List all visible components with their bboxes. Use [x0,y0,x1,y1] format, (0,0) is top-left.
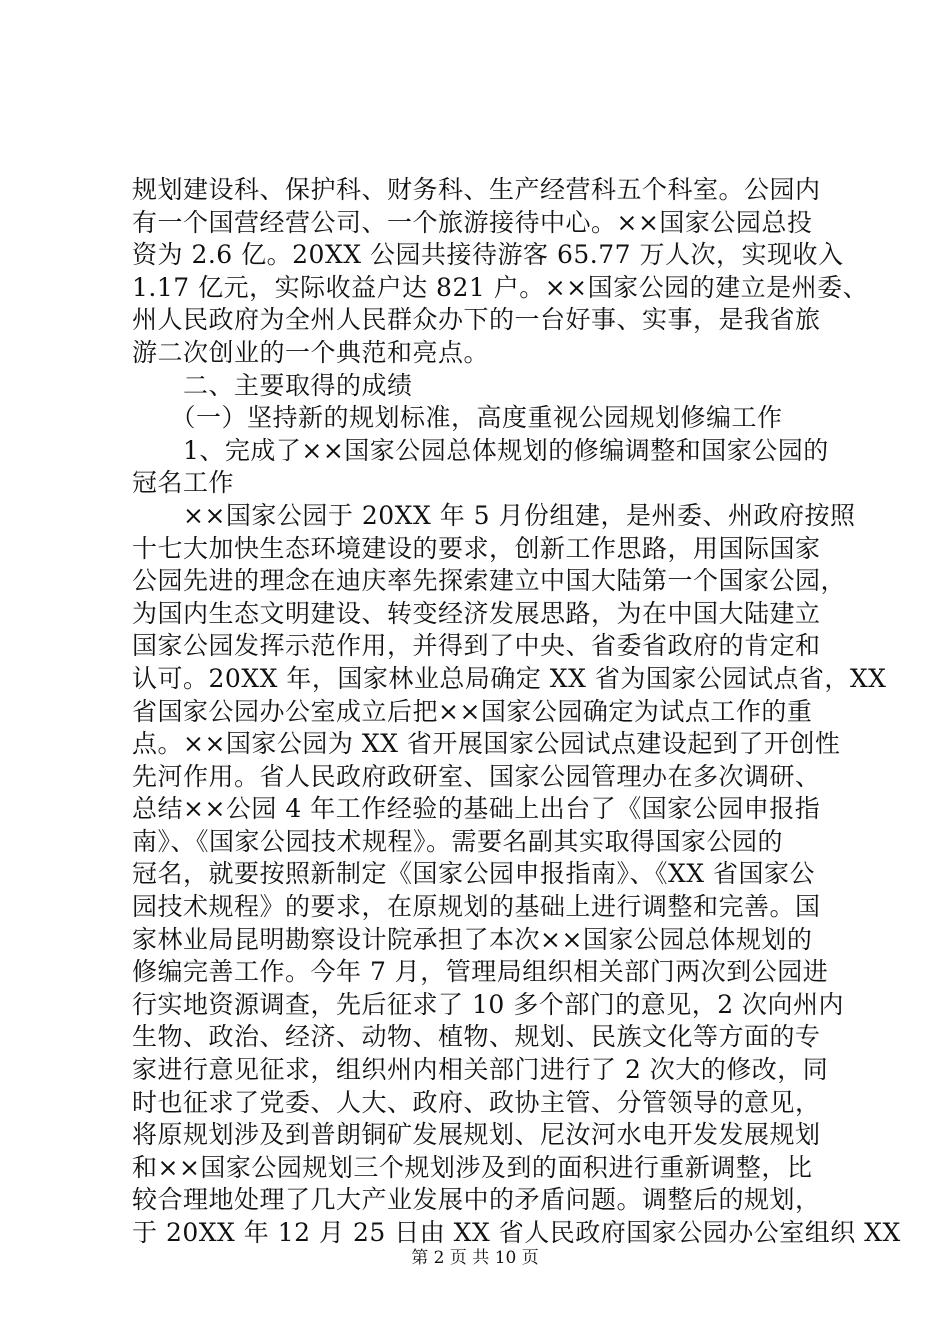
text-line: 规划建设科、保护科、财务科、生产经营科五个科室。公园内 [132,175,821,204]
text-line: 冠名，就要按照新制定《国家公园申报指南》、《XX 省国家公 [132,859,816,889]
text-line: 认可。20XX 年，国家林业总局确定 XX 省为国家公园试点省，XX [132,663,887,693]
text-line: 总结××公园 4 年工作经验的基础上出台了《国家公园申报指 [132,794,821,824]
text-line: 先河作用。省人民政府政研室、国家公园管理办在多次调研、 [132,761,821,791]
text-line: 资为 2.6 亿。20XX 公园共接待游客 65.77 万人次，实现收入 [132,240,844,270]
text-line: 为国内生态文明建设、转变经济发展思路，为在中国大陆建立 [132,598,821,628]
text-line: 点。××国家公园为 XX 省开展国家公园试点建设起到了开创性 [132,729,841,759]
subsection-heading: （一）坚持新的规划标准，高度重视公园规划修编工作 [132,403,783,433]
text-line: 修编完善工作。今年 7 月，管理局组织相关部门两次到公园进 [132,957,829,987]
text-line: 生物、政治、经济、动物、植物、规划、民族文化等方面的专 [132,1022,821,1052]
body-text [132,174,901,1250]
text-line: 家进行意见征求，组织州内相关部门进行了 2 次大的修改，同 [132,1055,829,1085]
text-line: 时也征求了党委、人大、政府、政协主管、分管领导的意见， [132,1087,821,1117]
text-line: 园技术规程》的要求，在原规划的基础上进行调整和完善。国 [132,892,821,922]
text-line: 较合理地处理了几大产业发展中的矛盾问题。调整后的规划， [132,1185,821,1215]
text-line: 1.17 亿元，实际收益户达 821 户。××国家公园的建立是州委、 [132,272,869,302]
text-line: 家林业局昆明勘察设计院承担了本次××国家公园总体规划的 [132,924,813,954]
page-number-footer: 第 2 页 共 10 页 [411,1248,539,1268]
item-heading-continued: 冠名工作 [132,468,235,498]
text-line: 有一个国营经营公司、一个旅游接待中心。××国家公园总投 [132,207,813,237]
text-line: 南》、《国家公园技术规程》。需要名副其实取得国家公园的 [132,826,784,856]
text-line: 州人民政府为全州人民群众办下的一台好事、实事，是我省旅 [132,305,821,335]
text-line: 国家公园发挥示范作用，并得到了中央、省委省政府的肯定和 [132,631,821,661]
text-line: 公园先进的理念在迪庆率先探索建立中国大陆第一个国家公园， [132,566,847,596]
text-line: 和××国家公园规划三个规划涉及到的面积进行重新调整，比 [132,1152,813,1182]
text-line: 行实地资源调查，先后征求了 10 多个部门的意见，2 次向州内 [132,989,845,1019]
text-line: 省国家公园办公室成立后把××国家公园确定为试点工作的重 [132,696,813,726]
item-heading: 1、完成了××国家公园总体规划的修编调整和国家公园的 [132,435,829,465]
text-line: 游二次创业的一个典范和亮点。 [132,337,490,367]
section-heading: 二、主要取得的成绩 [132,370,413,400]
text-line: 将原规划涉及到普朗铜矿发展规划、尼汝河水电开发发展规划 [132,1120,821,1150]
text-line: ××国家公园于 20XX 年 5 月份组建，是州委、州政府按照 [132,500,856,530]
text-line: 十七大加快生态环境建设的要求，创新工作思路，用国际国家 [132,533,821,563]
text-line: 于 20XX 年 12 月 25 日由 XX 省人民政府国家公园办公室组织 XX [132,1218,901,1247]
